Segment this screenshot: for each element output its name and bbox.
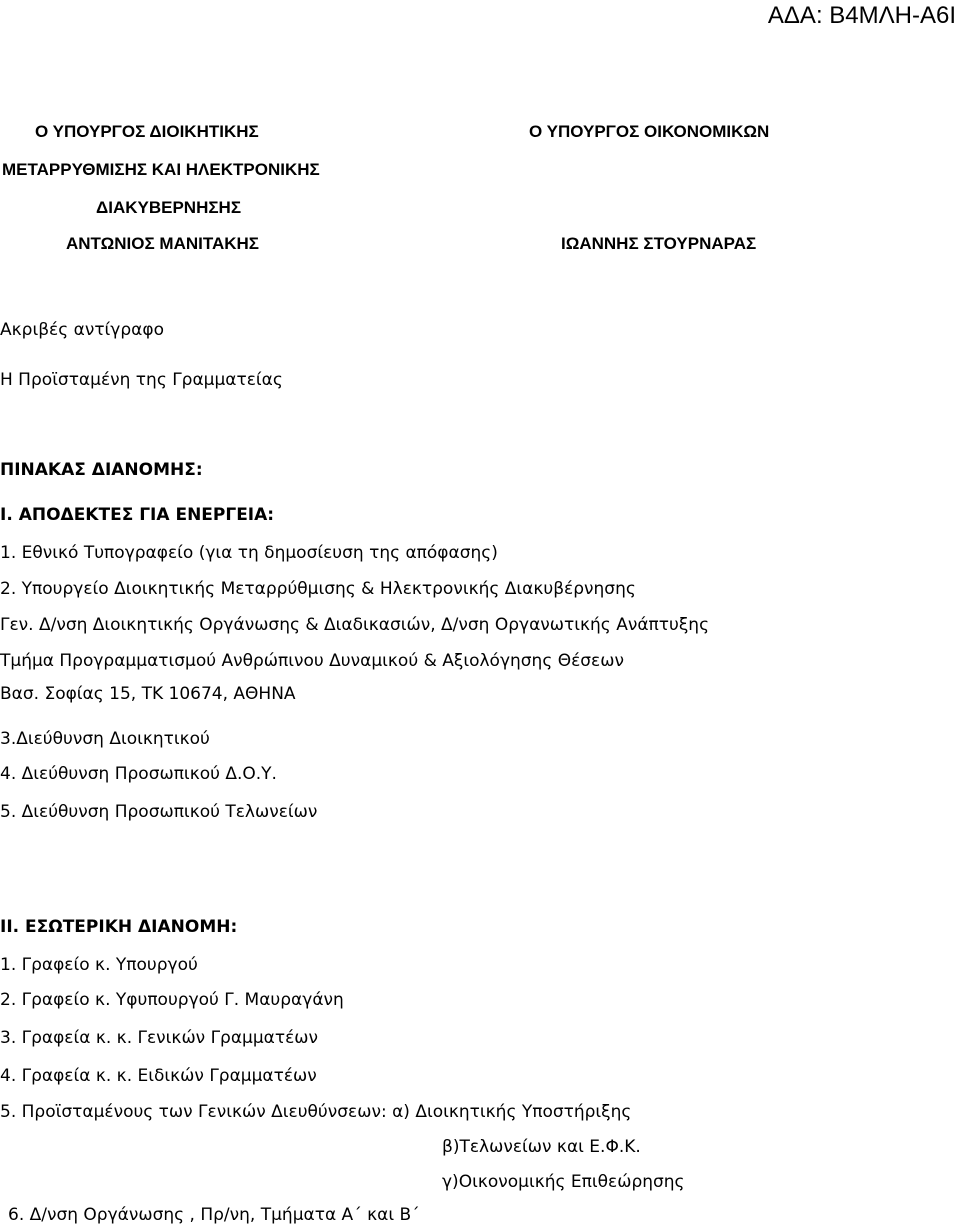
list-item: Βασ. Σοφίας 15, ΤΚ 10674, ΑΘΗΝΑ: [0, 684, 296, 704]
list-item: β)Τελωνείων και Ε.Φ.Κ.: [442, 1137, 641, 1157]
list-item: 1. Γραφείο κ. Υπουργού: [0, 955, 198, 975]
list-item: 2. Γραφείο κ. Υφυπουργού Γ. Μαυραγάνη: [0, 990, 344, 1010]
certification-line1: Ακριβές αντίγραφο: [0, 320, 164, 340]
list-item: 4. Διεύθυνση Προσωπικού Δ.Ο.Υ.: [0, 764, 277, 784]
ada-header: ΑΔΑ: Β4ΜΛΗ-Α6Ι: [767, 2, 956, 29]
left-ministry-line2: ΜΕΤΑΡΡΥΘΜΙΣΗΣ ΚΑΙ ΗΛΕΚΤΡΟΝΙΚΗΣ: [2, 160, 320, 179]
right-minister-name: ΙΩΑΝΝΗΣ ΣΤΟΥΡΝΑΡΑΣ: [561, 234, 757, 253]
distribution-title: ΠΙΝΑΚΑΣ ΔΙΑΝΟΜΗΣ:: [0, 460, 203, 480]
list-item: Τμήμα Προγραμματισμού Ανθρώπινου Δυναμικού & Αξιολόγησης Θέσεων: [0, 651, 624, 671]
list-item: 5. Διεύθυνση Προσωπικού Τελωνείων: [0, 802, 318, 822]
left-ministry-line3: ΔΙΑΚΥΒΕΡΝΗΣΗΣ: [96, 198, 242, 217]
section1-title: Ι. ΑΠΟΔΕΚΤΕΣ ΓΙΑ ΕΝΕΡΓΕΙΑ:: [0, 505, 275, 525]
section2-title: ΙΙ. ΕΣΩΤΕΡΙΚΗ ΔΙΑΝΟΜΗ:: [0, 917, 238, 937]
certification-line2: Η Προϊσταμένη της Γραμματείας: [0, 370, 283, 390]
list-item: γ)Οικονομικής Επιθεώρησης: [442, 1172, 685, 1192]
list-item: 5. Προϊσταμένους των Γενικών Διευθύνσεων: α) Διοικητικής Υποστήριξης: [0, 1102, 632, 1122]
left-minister-name: ΑΝΤΩΝΙΟΣ ΜΑΝΙΤΑΚΗΣ: [66, 234, 260, 253]
list-item: Γεν. Δ/νση Διοικητικής Οργάνωσης & Διαδικασιών, Δ/νση Οργανωτικής Ανάπτυξης: [0, 615, 710, 635]
left-minister-title: Ο ΥΠΟΥΡΓΟΣ ΔΙΟΙΚΗΤΙΚΗΣ: [35, 122, 259, 141]
list-item: 6. Δ/νση Οργάνωσης , Πρ/νη, Τμήματα Α΄ και Β΄: [8, 1205, 420, 1225]
list-item: 3. Γραφεία κ. κ. Γενικών Γραμματέων: [0, 1028, 319, 1048]
list-item: 2. Υπουργείο Διοικητικής Μεταρρύθμισης & Ηλεκτρονικής Διακυβέρνησης: [0, 579, 636, 599]
list-item: 4. Γραφεία κ. κ. Ειδικών Γραμματέων: [0, 1066, 317, 1086]
right-minister-title: Ο ΥΠΟΥΡΓΟΣ ΟΙΚΟΝΟΜΙΚΩΝ: [529, 122, 770, 141]
list-item: 3.Διεύθυνση Διοικητικού: [0, 729, 210, 749]
list-item: 1. Εθνικό Τυπογραφείο (για τη δημοσίευση της απόφασης): [0, 543, 498, 563]
